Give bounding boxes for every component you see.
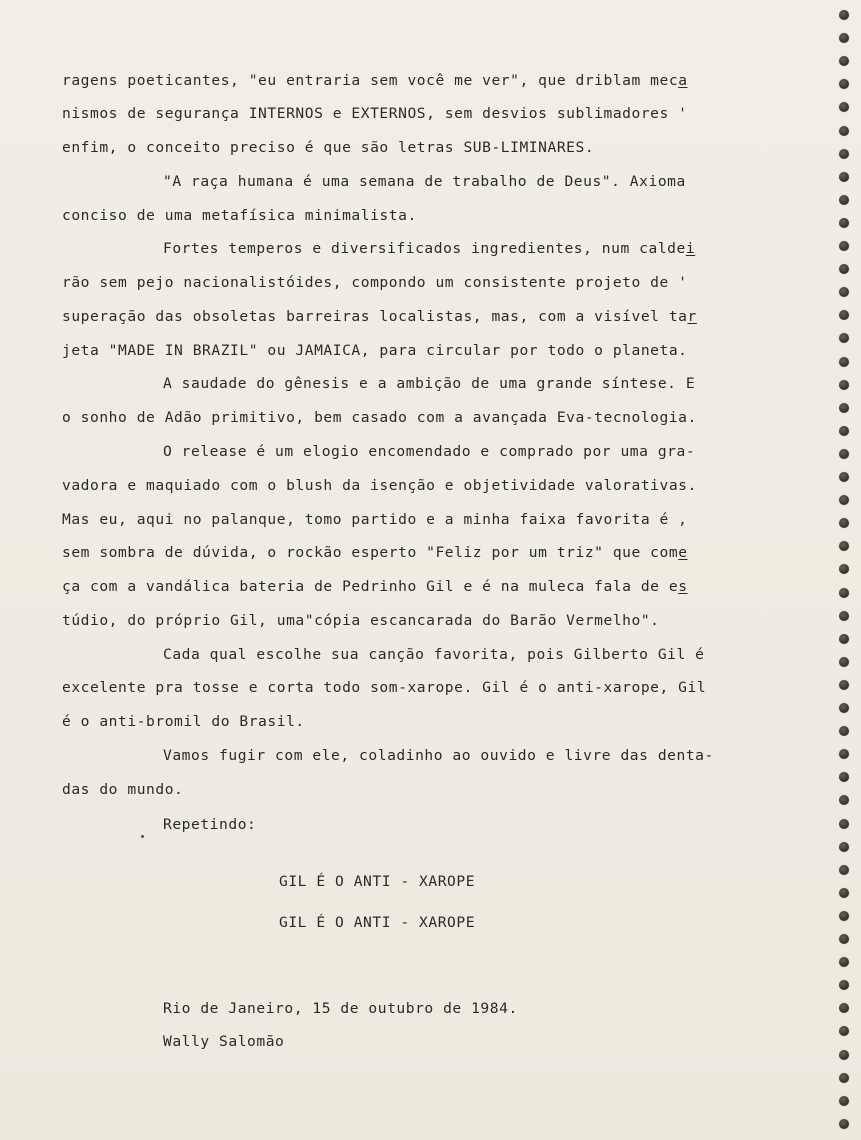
binder-hole [839, 634, 849, 644]
binder-hole [839, 934, 849, 944]
binder-hole [839, 102, 849, 112]
binder-hole [839, 1096, 849, 1106]
binder-hole [839, 218, 849, 228]
repetindo-label: Repetindo: [163, 816, 257, 833]
paragraph-start: O release é um elogio encomendado e comprado por uma gra- [163, 443, 696, 460]
text-line: vadora e maquiado com o blush da isenção e objetividade valorativas. [62, 477, 697, 494]
binder-hole [839, 172, 849, 182]
binder-holes [839, 6, 853, 1136]
binder-hole [839, 472, 849, 482]
binder-hole [839, 1119, 849, 1129]
binder-hole [839, 10, 849, 20]
binder-hole [839, 726, 849, 736]
binder-hole [839, 1003, 849, 1013]
text-line: das do mundo. [62, 781, 184, 798]
binder-hole [839, 819, 849, 829]
text-line: conciso de uma metafísica minimalista. [62, 207, 417, 224]
binder-hole [839, 149, 849, 159]
text-line: ça com a vandálica bateria de Pedrinho Gil e é na muleca fala de es [62, 578, 688, 595]
binder-hole [839, 865, 849, 875]
binder-hole [839, 241, 849, 251]
text-line: enfim, o conceito preciso é que são letras SUB-LIMINARES. [62, 139, 595, 156]
binder-hole [839, 126, 849, 136]
binder-hole [839, 703, 849, 713]
binder-hole [839, 588, 849, 598]
paragraph-start: Fortes temperos e diversificados ingredientes, num caldei [163, 240, 696, 257]
binder-hole [839, 611, 849, 621]
text-line: rão sem pejo nacionalistóides, compondo um consistente projeto de ' [62, 274, 688, 291]
binder-hole [839, 264, 849, 274]
binder-hole [839, 79, 849, 89]
binder-hole [839, 333, 849, 343]
signature: Wally Salomão [163, 1033, 285, 1050]
binder-hole [839, 56, 849, 66]
binder-hole [839, 1026, 849, 1036]
text-line: sem sombra de dúvida, o rockão esperto "Feliz por um triz" que come [62, 544, 688, 561]
binder-hole [839, 888, 849, 898]
paragraph-start: A saudade do gênesis e a ambição de uma grande síntese. E [163, 375, 696, 392]
binder-hole [839, 403, 849, 413]
binder-hole [839, 980, 849, 990]
binder-hole [839, 795, 849, 805]
binder-hole [839, 1050, 849, 1060]
text-line: superação das obsoletas barreiras localistas, mas, com a visível tar [62, 308, 697, 325]
text-line: Mas eu, aqui no palanque, tomo partido e a minha faixa favorita é , [62, 511, 688, 528]
binder-hole [839, 380, 849, 390]
binder-hole [839, 1073, 849, 1083]
binder-hole [839, 449, 849, 459]
binder-hole [839, 564, 849, 574]
ink-speck [141, 835, 144, 838]
text-line: nismos de segurança INTERNOS e EXTERNOS, sem desvios sublimadores ' [62, 105, 688, 122]
binder-hole [839, 195, 849, 205]
binder-hole [839, 495, 849, 505]
binder-hole [839, 680, 849, 690]
binder-hole [839, 657, 849, 667]
refrain-line: GIL É O ANTI - XAROPE [279, 914, 476, 931]
paragraph-start: Cada qual escolhe sua canção favorita, pois Gilberto Gil é [163, 646, 705, 663]
binder-hole [839, 772, 849, 782]
binder-hole [839, 518, 849, 528]
paragraph-start: "A raça humana é uma semana de trabalho de Deus". Axioma [163, 173, 686, 190]
text-line: túdio, do próprio Gil, uma"cópia escancarada do Barão Vermelho". [62, 612, 660, 629]
binder-hole [839, 957, 849, 967]
binder-hole [839, 426, 849, 436]
paragraph-start: Vamos fugir com ele, coladinho ao ouvido e livre das denta- [163, 747, 714, 764]
refrain-line: GIL É O ANTI - XAROPE [279, 873, 476, 890]
place-date: Rio de Janeiro, 15 de outubro de 1984. [163, 1000, 518, 1017]
binder-hole [839, 357, 849, 367]
binder-hole [839, 287, 849, 297]
binder-hole [839, 541, 849, 551]
binder-hole [839, 310, 849, 320]
binder-hole [839, 842, 849, 852]
binder-hole [839, 911, 849, 921]
text-line: excelente pra tosse e corta todo som-xarope. Gil é o anti-xarope, Gil [62, 679, 707, 696]
text-line: é o anti-bromil do Brasil. [62, 713, 305, 730]
text-line: o sonho de Adão primitivo, bem casado com a avançada Eva-tecnologia. [62, 409, 697, 426]
text-line: jeta "MADE IN BRAZIL" ou JAMAICA, para circular por todo o planeta. [62, 342, 688, 359]
text-line: ragens poeticantes, "eu entraria sem você me ver", que driblam meca [62, 72, 688, 89]
binder-hole [839, 749, 849, 759]
binder-hole [839, 33, 849, 43]
